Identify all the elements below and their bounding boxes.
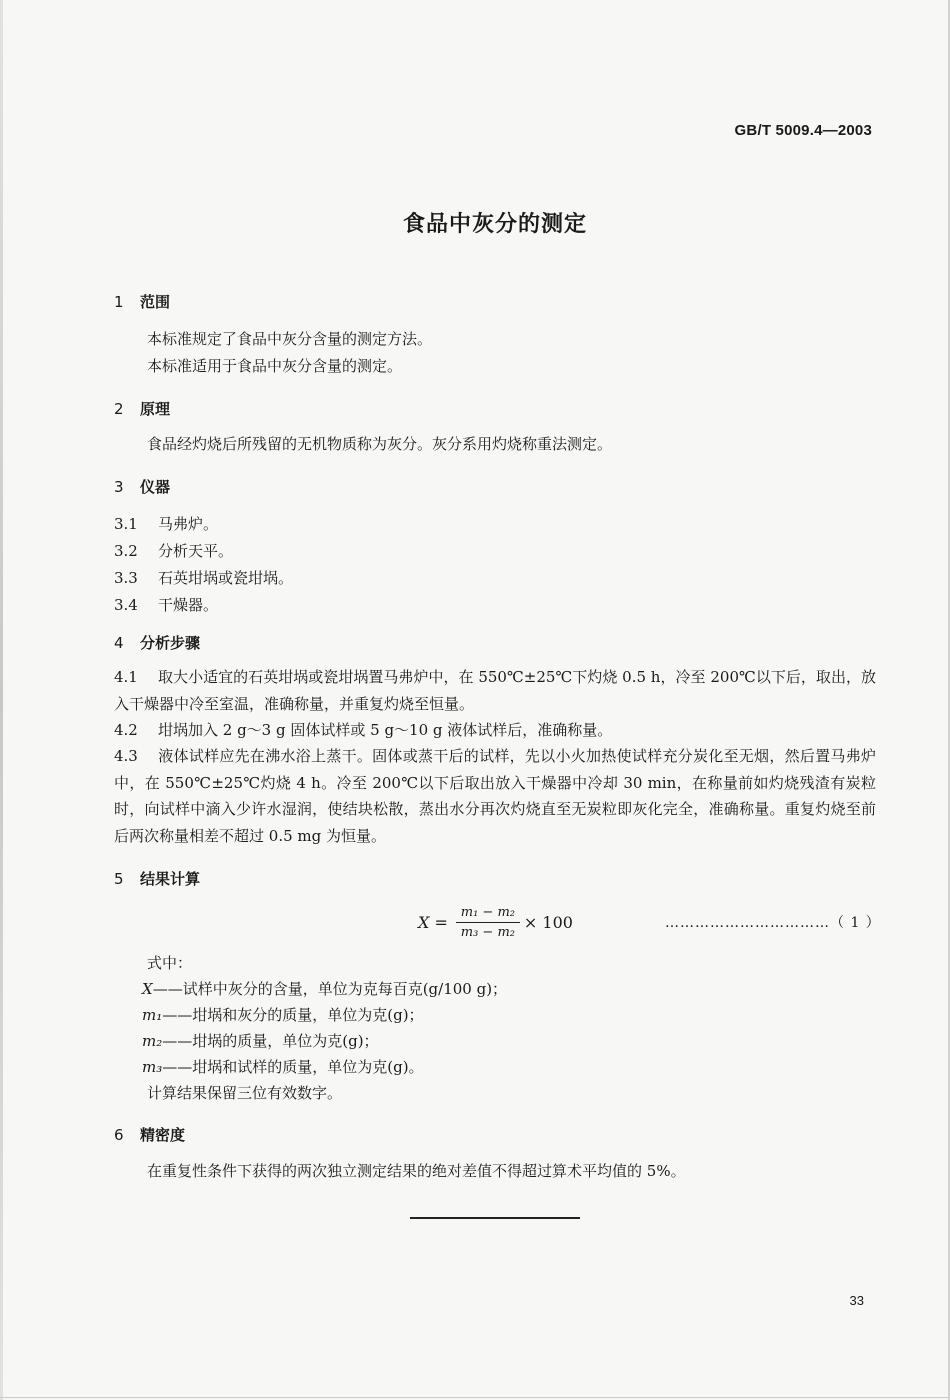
section-title: 仪器	[140, 478, 171, 496]
step-number: 4.3	[114, 747, 138, 765]
formula-numerator: m₁ − m₂	[460, 905, 515, 920]
variable-text: ——坩埚的质量，单位为克(g)；	[162, 1032, 379, 1050]
section-number: 1	[114, 293, 124, 311]
step-text: 液体试样应先在沸水浴上蒸干。固体或蒸干后的试样，先以小火加热使试样充分炭化至无烟，然后置马弗炉中，在 550℃±25℃灼烧 4 h。冷至 200℃以下后取出放入干燥器中冷却 30 min，在称量前如灼烧残渣有炭粒时，向试样中滴入少许水湿润，使结块松散，蒸出水分再次灼烧直至无炭粒即灰化完全，准确称量。重复灼烧至前后两次称量相差不超过 0.5 mg 为恒量。	[114, 747, 876, 845]
variable-symbol: m₂	[142, 1032, 163, 1050]
formula-factor: × 100	[523, 913, 573, 932]
scan-edge-bottom	[0, 1397, 950, 1398]
fraction-bar	[456, 922, 520, 923]
step-text: 坩埚加入 2 g～3 g 固体试样或 5 g～10 g 液体试样后，准确称量。	[158, 721, 613, 739]
end-rule	[410, 1217, 580, 1219]
section-number: 5	[114, 870, 124, 888]
item-number: 3.1	[114, 515, 138, 533]
item-text: 分析天平。	[158, 542, 234, 560]
variable-definition	[142, 1030, 379, 1051]
page-number: 33	[849, 1293, 864, 1308]
section-title: 分析步骤	[140, 634, 201, 652]
formula-fraction	[456, 905, 520, 940]
formula-denominator: m₃ − m₂	[460, 925, 515, 940]
item-text: 石英坩埚或瓷坩埚。	[158, 569, 294, 587]
formula	[418, 905, 573, 940]
section-number: 2	[114, 400, 124, 418]
step-text: 取大小适宜的石英坩埚或瓷坩埚置马弗炉中，在 550℃±25℃下灼烧 0.5 h，冷至 200℃以下后，取出，放入干燥器中冷至室温，准确称量，并重复灼烧至恒量。	[114, 668, 876, 713]
variable-definition	[142, 1004, 424, 1025]
list-item	[114, 567, 293, 588]
list-item	[114, 513, 218, 534]
section-5-heading	[114, 868, 200, 889]
variable-symbol: m₁	[142, 1006, 163, 1024]
section-number: 4	[114, 634, 124, 652]
calculation-note: 计算结果保留三位有效数字。	[147, 1084, 343, 1102]
paragraph: 本标准规定了食品中灰分含量的测定方法。	[147, 330, 433, 348]
section-title: 原理	[140, 400, 171, 418]
variable-symbol: X	[142, 980, 153, 998]
item-number: 3.3	[114, 569, 138, 587]
variable-text: ——试样中灰分的含量，单位为克每百克(g/100 g)；	[152, 980, 508, 998]
step-paragraph	[114, 664, 876, 717]
list-item	[114, 540, 233, 561]
section-3-heading	[114, 476, 170, 497]
step-number: 4.2	[114, 721, 138, 739]
document-title: 食品中灰分的测定	[402, 212, 587, 237]
step-paragraph	[114, 717, 876, 744]
list-item	[114, 594, 218, 615]
variable-definition	[142, 1056, 424, 1077]
section-title: 范围	[140, 293, 171, 311]
paragraph: 食品经灼烧后所残留的无机物质称为灰分。灰分系用灼烧称重法测定。	[147, 435, 613, 453]
variable-symbol: m₃	[142, 1058, 163, 1076]
variable-text: ——坩埚和灰分的质量，单位为克(g)；	[162, 1006, 424, 1024]
formula-lhs: X =	[418, 913, 448, 932]
item-number: 3.2	[114, 542, 138, 560]
paragraph: 本标准适用于食品中灰分含量的测定。	[147, 357, 403, 375]
variable-definition	[142, 978, 507, 999]
standard-code: GB/T 5009.4—2003	[734, 122, 872, 139]
paragraph: 在重复性条件下获得的两次独立测定结果的绝对差值不得超过算术平均值的 5%。	[147, 1162, 686, 1180]
variable-text: ——坩埚和试样的质量，单位为克(g)。	[162, 1058, 424, 1076]
section-4-heading	[114, 632, 200, 653]
section-number: 3	[114, 478, 124, 496]
item-text: 马弗炉。	[158, 515, 219, 533]
step-paragraph	[114, 743, 876, 849]
equation-number: ……………………………（ 1 ）	[665, 915, 881, 931]
section-2-heading	[114, 398, 170, 419]
section-6-heading	[114, 1124, 185, 1145]
section-number: 6	[114, 1126, 124, 1144]
item-text: 干燥器。	[158, 596, 219, 614]
section-title: 精密度	[140, 1126, 186, 1144]
step-number: 4.1	[114, 668, 138, 686]
item-number: 3.4	[114, 596, 138, 614]
section-title: 结果计算	[140, 870, 201, 888]
where-label: 式中：	[147, 954, 193, 972]
section-1-heading	[114, 291, 170, 312]
